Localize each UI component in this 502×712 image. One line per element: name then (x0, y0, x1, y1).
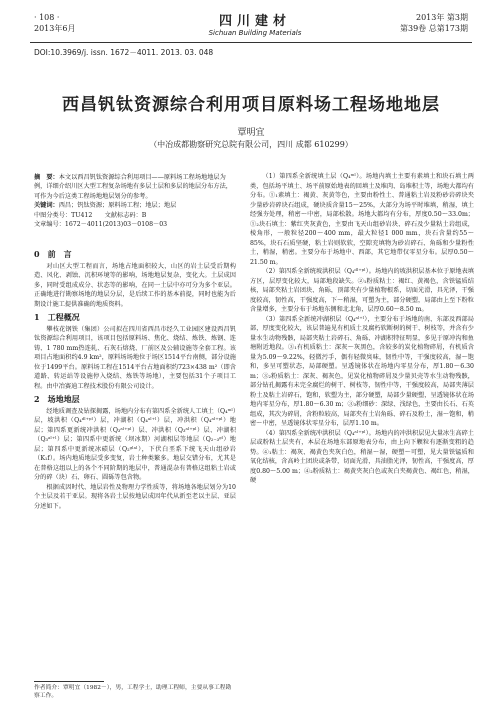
issue-date: 2013年6月 (34, 24, 76, 33)
document-code: 文献标志码：B (104, 211, 147, 219)
paper-title: 西昌钒钛资源综合利用项目原料场工程场地地层 (62, 95, 440, 115)
left-column (34, 246, 236, 511)
layer-fill-paragraph: （1）第四系全新统填土层（Q₄ᵐˡ）。场地内填土主要有素填土和块石填土两类，包括场平填土、场平前原始地表的回填土及堆肉、岛堆积土等，场地大都均有分布。①₁素填土：褐黄、灰黄等色，主要由粉性土、普通粘土岩及粉砂岩碎块夹少量砂岩碎块石组成，硬块质含量15～25%，大部分为场平时堆填，稍湿，填土经强夯处理，稍密～中密，局部松散。场地大都均有分布，厚度0.50～33.0m；①₂块石填土：紫红夹灰黄色，主要由飞天山组砂岩块、碎石及少量粘土岩组成，棱角形，一般粒径200～400 mm，最大粒径1 000 mm，块石含量约55～85%，块石石质坚硬，粘土岩则软软，空隙充填物为砂岩碎石、角砾和少量粉性土，稍湿，稍密。主要分布于场地中、西部，其它地带仅零星分布。层厚0.50～21.50 m。 (250, 173, 474, 266)
overview-paragraph: 攀枝花钢铁（集团）公司拟在四川省西昌市经久工业园区建设西昌钒钛资源综合利用项目，该项目包括原料场、焦化、烧结、炼铁、炼钢、连铸、1 780 mm热连轧、石灰石熔烧、厂前区及公辅设施等全套工程。该项目占地面积约4.9 km²，原料场场地位于场区1514平台南侧，部分设施位于1499平台。原料场工程在1514平台占地面积约723×438 m²（即含道路、转运站等设施停入烧结、炼铁等场地），主要包括31个子项目工程。由中冶赛迪工程技术股份有限公司设计。 (34, 325, 236, 390)
year-issue: 2013年 第3期 (416, 13, 468, 22)
layer-slope-paragraph: （2）第四系全新统坡洪积层（Q₄ᵈˡ⁺ᵖˡ）。场地内的坡洪积层基本位于原地表填方区，层厚变化较大，局部地段缺失。②₁粉质粘土：褐红、黄褐色，含铁锰质结核，局部夹粘土岩团块、角砾，顶部夹有少量植物根系，切面光滑，具光泽，干强度较高，韧性高，干强度高，下～稍湿，可塑为主，部分硬塑，局部由上至下粉粒含量增多，主要分布于场地东侧和北北角，层厚0.60～8.50 m。 (250, 268, 474, 313)
author-footnote: 作者简介：覃明宜（1982－），男，工程学士，助理工程师，主要从事工程勘察工作。 (34, 685, 232, 699)
preface-paragraph: 对山区大型工程而言，场地占地面积较大，山区的岩土层受后期构造、风化、剥蚀、沉积环境等的影响，场地地层复杂，变化大。土层成因多，同时受组成成分、状态等的影响，在同一土层中亦可分为多个亚层。正确地进行勘察场地的地层分层，是后续工作的基本前提，同时也能为后期设计施工提供准确的地质资料。 (34, 262, 236, 308)
header-left (34, 12, 75, 34)
page-number: · 108 · (34, 13, 60, 22)
abstract-block (34, 173, 234, 229)
page-header (0, 0, 502, 44)
right-column (250, 172, 474, 486)
strata-paragraph-2: 根据成因时代、地层岩性及物理力学性质等，将场地各地层划分为10个主层及若干亚层。现将各岩土层按地层成因年代从新至老以主层、亚层分述如下。 (34, 483, 236, 510)
doi-line: DOI:10.3969/j. issn. 1672－4011. 2013. 03. 048 (34, 48, 214, 57)
journal-logo (205, 10, 305, 37)
abstract-text: 本文以西昌钒钛资源综合利用项目——原料场工程场地地层为例，详细介绍川区大型工程复杂场地有多层土层和多层的地层分布方法，可作为今后这类工程场地地层划分的参考。 (34, 174, 232, 200)
layer-alluvial-paragraph: （4）第四系全新统冲洪积层（Q₄ᵃˡ⁺ᵖˡ）。场地内的冲洪积层见大量冰生高碎土层或粉粘土层夹有，本层在场地东部原地表分布，由上向下颗粒有逐渐变粗的趋势。④₁粘土：褐灰、褐黄色夹灰白色，稍湿～湿，硬塑～可塑，见大量铁锰质和氧化结核，含高岭土团块或条带，切面光滑，具油脂光泽，韧性高，干强度高，厚度0.80～5.00 m；④₂粉质粘土：褐黄夹灰白色或灰白夹褐黄色、褐红色，稍湿，硬 (250, 429, 474, 484)
section-heading-overview: 1 工程概况 (34, 312, 80, 322)
author-affiliation: （中冶成都勘察研究总院有限公司，四川 成都 610299） (149, 140, 353, 149)
volume-info: 第39卷 总第173期 (400, 24, 468, 33)
author-name: 覃明宜 (237, 128, 265, 138)
keywords-text: 西昌；钒钛资源；原料场工程；地层；地层 (58, 202, 177, 210)
footnote-divider (34, 681, 104, 682)
layer-lacustrine-paragraph: （3）第四系全新统冲湖积层（Q₄ᵃˡ⁺ˡ），主要分布于场地的南、东部及西部局部，厚度变化较大，该层普遍见有机质土及腐朽软断树的树干、树枝等，并含有少量水生动物残骸，局部夹粘土岩碎石、角砾、冲湖积特征明显，多见于原冲沟和鱼塘附近地段。③₁有机质粘土：深灰～灰黑色，含较多的炭化植物碎屑，有机质含量为5.09～9.22%，轻微污手，偶有轻微臭味，韧性中等，干强度较高，湿～饱和，多呈可塑状态，局部硬塑。呈透镜体状在场地内零星分布，厚1.80～6.30 m；③₂粉质粘土：深灰、褐灰色，见炭化植物碎屑及少量贝壳等水生动物残骸，部分钻孔揭露有未完全腐烂的树干、树枝等，韧性中等，干强度较高，局部夹薄层粉土及粘土岩碎石，饱和，软塑为主，部分硬塑，局部少量硬塑，呈透镜体状在场地内零星分布，厚1.80～6.30 m；③₃粉细砂：深绿、浅绿色，主要由长石、石英组成，其次为碎屑，含粉粒较高，局部夹有土岩角砾、碎石及粉土，湿～饱和，稍密～中密，呈透镜体状零星分布，层厚1.10 m。 (250, 315, 474, 427)
strata-paragraph-1: 经地质调查及钻探揭露，场地内分布有第四系全新统人工填土（Q₄ᵐˡ）层，坡洪积（Q₄ᵈˡ⁺ᵖˡ）层，冲湖积（Q₄ᵃˡ⁺ˡ）层，冲洪积（Q₄ᵃˡ⁺ᵖˡ）地层；第四系更新统冲洪积（Q₃ᵃˡ⁺ᵖˡ）层、冲洪积（Q₃ᵃˡ⁺ᵖˡ）层、冲湖积（Q₃ᵃˡ⁺ˡ）层；第四系中更新统（坝冰期）河湖相层等地层（Q₂₋₃ᵍˡ）地层；第四系中更新统冰碛层（Q₂ᵍˡᵃˡ），下伏白垩系下统飞天山组砂岩（K₁f）。场内地质地层受多变复，岩土种类繁多。地层交错分布，尤其是在普格这组以上的各个不同阶期的地层中，普通混杂有普格这组粘土岩或分的碎（块）石、卵石、圆砾等包含物。 (34, 407, 236, 481)
clc-number: 中图分类号：TU412 (34, 211, 93, 219)
header-right (400, 12, 468, 34)
journal-logo-en: Sichuan Building Materials (208, 29, 302, 37)
journal-logo-cn: 四川建材 (218, 14, 291, 29)
abstract-label: 摘 要： (34, 174, 59, 181)
header-divider (30, 42, 472, 43)
article-number: 文章编号：1672－4011(2013)03－0108－03 (34, 221, 168, 229)
section-heading-preface: 0 前 言 (34, 249, 72, 259)
section-heading-strata: 2 场地地层 (34, 394, 80, 404)
keywords-label: 关键词： (34, 202, 59, 210)
